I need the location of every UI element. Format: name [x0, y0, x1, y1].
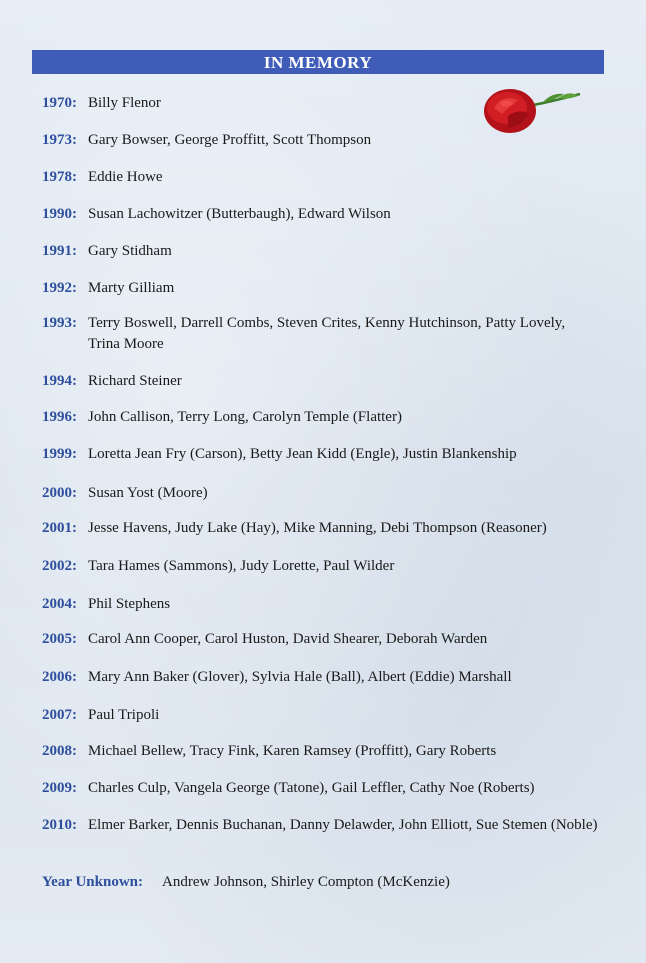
list-item: [42, 667, 602, 688]
year-label: 2007:: [42, 707, 77, 723]
names-text: Tara Hames (Sammons), Judy Lorette, Paul Wilder: [88, 558, 395, 574]
year-label: 2004:: [42, 596, 77, 612]
year-label: 1991:: [42, 243, 77, 259]
year-label: 1970:: [42, 95, 77, 111]
year-label: 1978:: [42, 169, 77, 185]
list-item: [42, 278, 602, 299]
names-text: Susan Lachowitzer (Butterbaugh), Edward Wilson: [88, 206, 391, 222]
names-text: Carol Ann Cooper, Carol Huston, David Shearer, Deborah Warden: [88, 631, 488, 647]
list-item: [42, 778, 602, 799]
year-label: 2010:: [42, 817, 77, 833]
year-label: 2006:: [42, 669, 77, 685]
year-label: 2005:: [42, 631, 77, 647]
list-item: [42, 371, 602, 392]
year-label: 2002:: [42, 558, 77, 574]
list-item: [42, 93, 602, 114]
year-label: 1996:: [42, 409, 77, 425]
year-label: Year Unknown:: [42, 874, 143, 890]
names-text: Susan Yost (Moore): [88, 485, 208, 501]
year-label: 1992:: [42, 280, 77, 296]
year-label: 2000:: [42, 485, 77, 501]
list-item: [42, 594, 602, 615]
year-label: 1973:: [42, 132, 77, 148]
list-item: [42, 629, 602, 650]
names-text: Jesse Havens, Judy Lake (Hay), Mike Manning, Debi Thompson (Reasoner): [88, 520, 547, 536]
list-item: [42, 741, 602, 762]
names-text: Gary Stidham: [88, 243, 172, 259]
names-text: John Callison, Terry Long, Carolyn Temple (Flatter): [88, 409, 402, 425]
year-label: 1999:: [42, 446, 77, 462]
year-label: 1990:: [42, 206, 77, 222]
names-text: Billy Flenor: [88, 95, 161, 111]
list-item: [42, 204, 602, 225]
names-text: Charles Culp, Vangela George (Tatone), Gail Leffler, Cathy Noe (Roberts): [88, 780, 535, 796]
list-item: [42, 705, 602, 726]
names-text: Marty Gilliam: [88, 280, 175, 296]
names-text: Mary Ann Baker (Glover), Sylvia Hale (Ball), Albert (Eddie) Marshall: [88, 669, 512, 685]
year-label: 1994:: [42, 373, 77, 389]
names-text: Paul Tripoli: [88, 707, 160, 723]
list-item: [42, 241, 602, 262]
list-item: [42, 483, 602, 504]
names-text: Eddie Howe: [88, 169, 163, 185]
list-item: [42, 407, 602, 428]
year-label: 2008:: [42, 743, 77, 759]
list-item: [42, 518, 602, 539]
names-text: Andrew Johnson, Shirley Compton (McKenzie): [162, 874, 450, 890]
names-text: Richard Steiner: [88, 373, 182, 389]
names-text: Michael Bellew, Tracy Fink, Karen Ramsey (Proffitt), Gary Roberts: [88, 743, 497, 759]
list-item: [42, 444, 602, 465]
list-item: [42, 872, 602, 893]
list-item: [42, 313, 602, 352]
names-text: Terry Boswell, Darrell Combs, Steven Crites, Kenny Hutchinson, Patty Lovely, Trina Moore: [88, 315, 566, 352]
page-title: IN MEMORY: [32, 50, 604, 74]
names-text: Phil Stephens: [88, 596, 171, 612]
names-text: Loretta Jean Fry (Carson), Betty Jean Kidd (Engle), Justin Blankenship: [88, 446, 517, 462]
year-label: 2009:: [42, 780, 77, 796]
year-label: 1993:: [42, 315, 77, 331]
list-item: [42, 815, 602, 836]
list-item: [42, 130, 602, 151]
list-item: [42, 167, 602, 188]
names-text: Gary Bowser, George Proffitt, Scott Thompson: [88, 132, 372, 148]
list-item: [42, 556, 602, 577]
names-text: Elmer Barker, Dennis Buchanan, Danny Delawder, John Elliott, Sue Stemen (Noble): [88, 817, 598, 833]
year-label: 2001:: [42, 520, 77, 536]
